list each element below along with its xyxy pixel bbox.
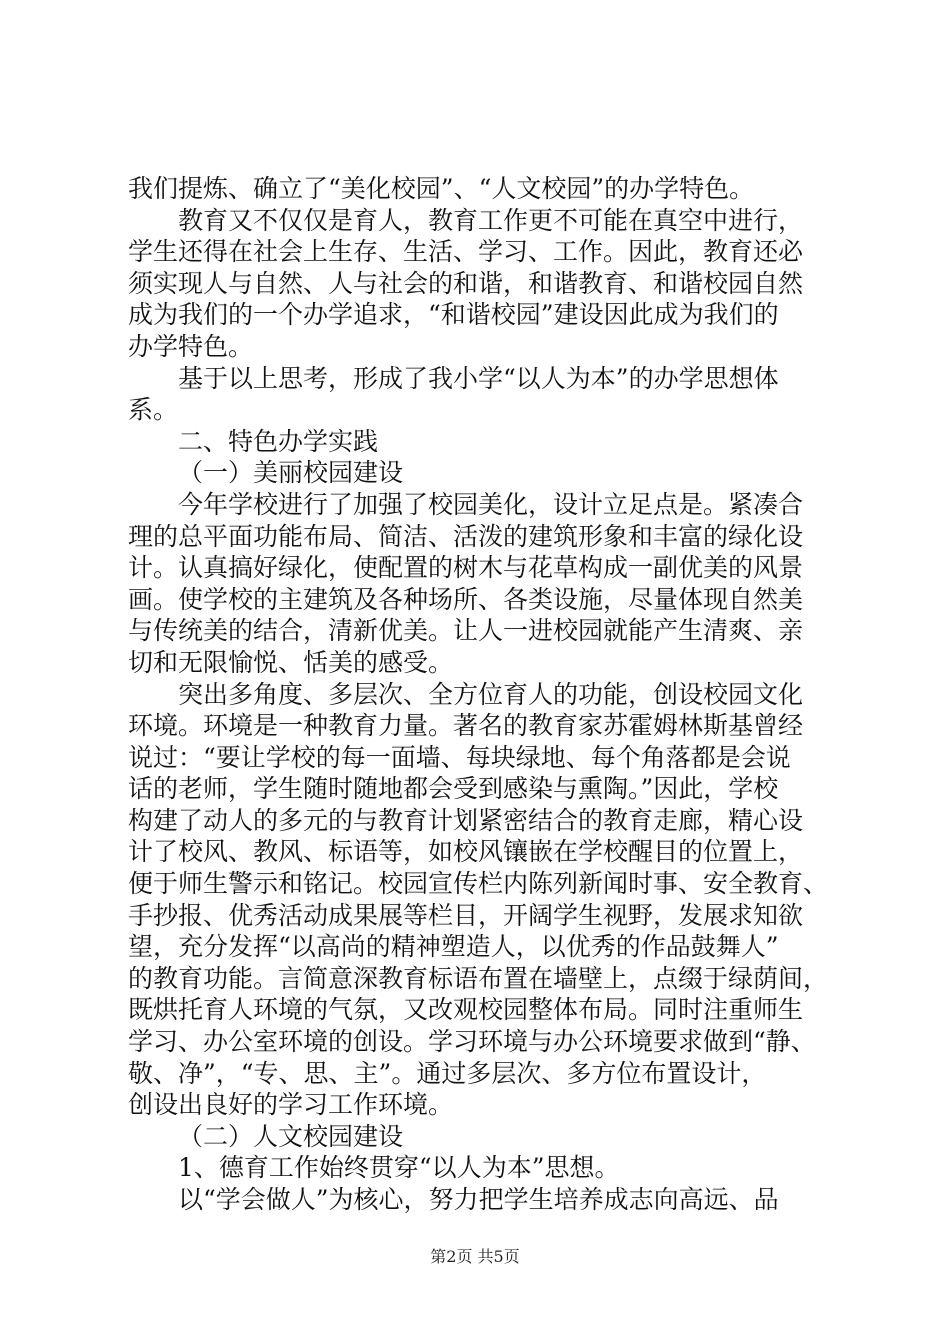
- text-line: 构建了动人的多元的与教育计划紧密结合的教育走廊，精心设: [128, 805, 804, 835]
- text-line: 望，充分发挥“以高尚的精神塑造人，以优秀的作品鼓舞人”: [128, 932, 779, 962]
- text-line: 突出多角度、多层次、全方位育人的功能，创设校园文化: [178, 679, 804, 709]
- text-line: 敬、净”，“专、思、主”。通过多层次、多方位布置设计，: [128, 1058, 767, 1088]
- text-line: 理的总平面功能布局、简洁、活泼的建筑形象和丰富的绿化设: [128, 521, 804, 551]
- text-line: 环境。环境是一种教育力量。著名的教育家苏霍姆林斯基曾经: [128, 711, 804, 741]
- section-heading: 二、特色办学实践: [178, 426, 379, 456]
- text-line: 教育又不仅仅是育人，教育工作更不可能在真空中进行，: [178, 205, 804, 235]
- text-line: 创设出良好的学习工作环境。: [128, 1090, 454, 1120]
- text-line: 的教育功能。言简意深教育标语布置在墙壁上，点缀于绿荫间，: [128, 963, 828, 993]
- text-line: 须实现人与自然、人与社会的和谐，和谐教育、和谐校园自然: [128, 268, 804, 298]
- text-line: 手抄报、优秀活动成果展等栏目，开阔学生视野，发展求知欲: [128, 900, 804, 930]
- text-line: 我们提炼、确立了“美化校园”、“人文校园”的办学特色。: [128, 174, 755, 203]
- text-line: 画。使学校的主建筑及各种场所、各类设施，尽量体现自然美: [128, 584, 804, 614]
- subsection-heading: （二）人文校园建设: [178, 1121, 404, 1151]
- text-line: 系。: [128, 395, 179, 425]
- text-line: 成为我们的一个办学追求，“和谐校园”建设因此成为我们的: [128, 300, 779, 330]
- text-line: 说过：“要让学校的每一面墙、每块绿地、每个角落都是会说: [128, 742, 791, 772]
- text-line: 1、德育工作始终贯穿“以人为本”思想。: [178, 1153, 620, 1183]
- text-line: 学生还得在社会上生存、生活、学习、工作。因此，教育还必: [128, 237, 804, 267]
- subsection-heading: （一）美丽校园建设: [178, 458, 404, 488]
- text-line: 话的老师，学生随时随地都会受到感染与熏陶。”因此，学校: [128, 774, 779, 804]
- text-line: 切和无限愉悦、恬美的感受。: [128, 647, 454, 677]
- text-line: 今年学校进行了加强了校园美化，设计立足点是。紧凑合: [178, 489, 804, 519]
- text-line: 以“学会做人”为核心，努力把学生培养成志向高远、品: [178, 1185, 779, 1214]
- page-footer: 第2页 共5页: [430, 1247, 520, 1266]
- text-line: 计了校风、教风、标语等，如校风镶嵌在学校醒目的位置上，: [128, 837, 804, 867]
- text-line: 便于师生警示和铭记。校园宣传栏内陈列新闻时事、安全教育、: [128, 869, 828, 899]
- text-line: 计。认真搞好绿化，使配置的树木与花草构成一副优美的风景: [128, 553, 804, 583]
- text-line: 办学特色。: [128, 331, 254, 361]
- text-line: 既烘托育人环境的气氛，又改观校园整体布局。同时注重师生: [128, 995, 804, 1025]
- text-line: 学习、办公室环境的创设。学习环境与办公环境要求做到“静、: [128, 1027, 816, 1057]
- text-line: 与传统美的结合，清新优美。让人一进校园就能产生清爽、亲: [128, 616, 804, 646]
- document-body: [128, 173, 828, 1216]
- text-line: 基于以上思考，形成了我小学“以人为本”的办学思想体: [178, 363, 779, 393]
